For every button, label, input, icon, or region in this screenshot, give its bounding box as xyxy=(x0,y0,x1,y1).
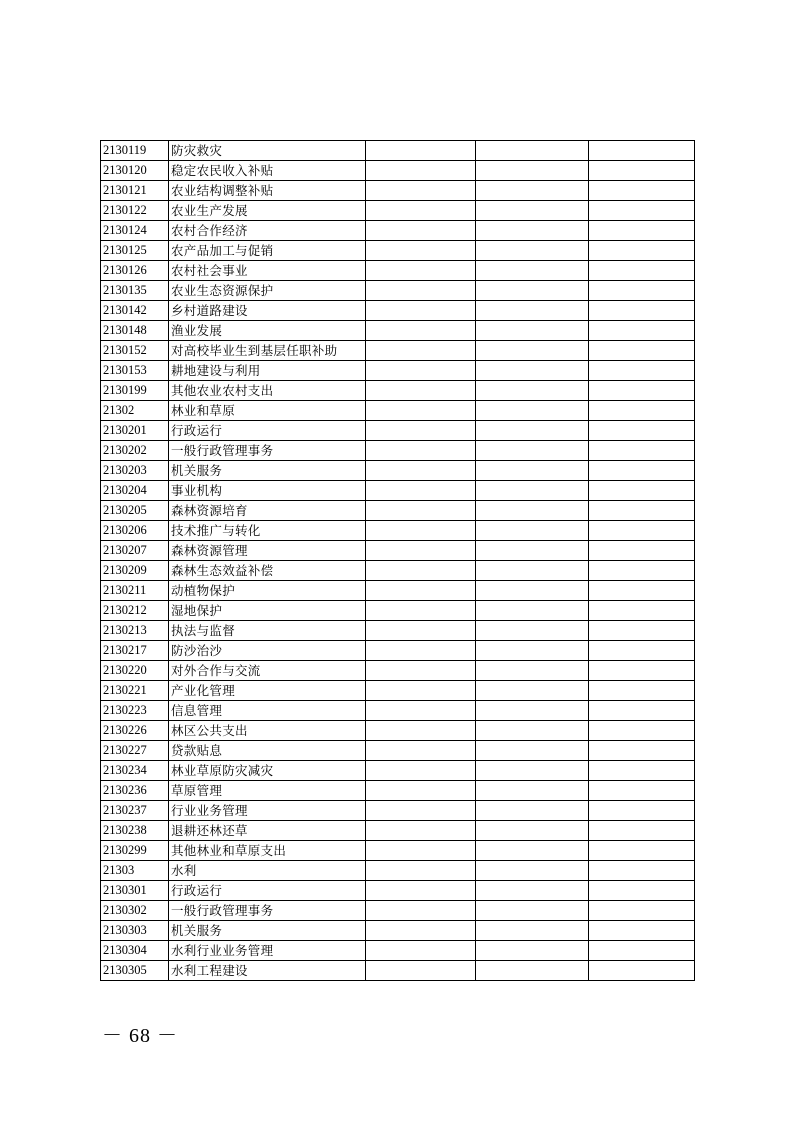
table-row xyxy=(101,581,695,601)
subject-code-cell: 2130207 xyxy=(101,541,169,561)
empty-value-cell xyxy=(589,241,695,261)
empty-value-cell xyxy=(589,621,695,641)
empty-value-cell xyxy=(476,721,589,741)
subject-code-cell: 2130304 xyxy=(101,941,169,961)
empty-value-cell xyxy=(366,921,476,941)
subject-code-cell: 2130299 xyxy=(101,841,169,861)
empty-value-cell xyxy=(366,721,476,741)
table-row xyxy=(101,561,695,581)
subject-code-cell: 2130217 xyxy=(101,641,169,661)
subject-code-cell: 2130120 xyxy=(101,161,169,181)
subject-name-cell: 林区公共支出 xyxy=(169,721,366,741)
subject-code-cell: 2130204 xyxy=(101,481,169,501)
empty-value-cell xyxy=(476,301,589,321)
subject-name-cell: 水利行业业务管理 xyxy=(169,941,366,961)
budget-subject-table xyxy=(100,140,695,981)
table-row xyxy=(101,721,695,741)
empty-value-cell xyxy=(476,861,589,881)
subject-name-cell: 农村社会事业 xyxy=(169,261,366,281)
empty-value-cell xyxy=(476,621,589,641)
table-row xyxy=(101,281,695,301)
subject-code-cell: 2130305 xyxy=(101,961,169,981)
subject-name-cell: 行业业务管理 xyxy=(169,801,366,821)
empty-value-cell xyxy=(589,801,695,821)
subject-code-cell: 2130203 xyxy=(101,461,169,481)
empty-value-cell xyxy=(589,481,695,501)
subject-code-cell: 2130220 xyxy=(101,661,169,681)
subject-name-cell: 贷款贴息 xyxy=(169,741,366,761)
subject-name-cell: 防沙治沙 xyxy=(169,641,366,661)
empty-value-cell xyxy=(366,341,476,361)
subject-name-cell: 信息管理 xyxy=(169,701,366,721)
subject-name-cell: 乡村道路建设 xyxy=(169,301,366,321)
subject-name-cell: 机关服务 xyxy=(169,921,366,941)
empty-value-cell xyxy=(366,361,476,381)
empty-value-cell xyxy=(366,741,476,761)
empty-value-cell xyxy=(366,201,476,221)
table-row xyxy=(101,321,695,341)
empty-value-cell xyxy=(589,161,695,181)
empty-value-cell xyxy=(589,701,695,721)
subject-code-cell: 2130122 xyxy=(101,201,169,221)
subject-name-cell: 森林资源培育 xyxy=(169,501,366,521)
empty-value-cell xyxy=(476,941,589,961)
subject-name-cell: 农业生态资源保护 xyxy=(169,281,366,301)
subject-code-cell: 2130213 xyxy=(101,621,169,641)
subject-code-cell: 2130202 xyxy=(101,441,169,461)
subject-code-cell: 2130125 xyxy=(101,241,169,261)
table-row xyxy=(101,901,695,921)
table-row xyxy=(101,601,695,621)
empty-value-cell xyxy=(589,761,695,781)
page-number: － 68 － xyxy=(102,1025,178,1047)
table-row xyxy=(101,761,695,781)
table-row xyxy=(101,241,695,261)
empty-value-cell xyxy=(476,521,589,541)
empty-value-cell xyxy=(366,441,476,461)
subject-code-cell: 2130148 xyxy=(101,321,169,341)
subject-code-cell: 2130226 xyxy=(101,721,169,741)
table-row xyxy=(101,841,695,861)
empty-value-cell xyxy=(589,341,695,361)
empty-value-cell xyxy=(589,861,695,881)
empty-value-cell xyxy=(589,201,695,221)
empty-value-cell xyxy=(476,961,589,981)
subject-code-cell: 2130223 xyxy=(101,701,169,721)
empty-value-cell xyxy=(476,741,589,761)
subject-code-cell: 2130227 xyxy=(101,741,169,761)
subject-name-cell: 森林资源管理 xyxy=(169,541,366,561)
table-row xyxy=(101,921,695,941)
subject-code-cell: 21303 xyxy=(101,861,169,881)
empty-value-cell xyxy=(366,501,476,521)
subject-name-cell: 农业生产发展 xyxy=(169,201,366,221)
empty-value-cell xyxy=(589,681,695,701)
empty-value-cell xyxy=(366,901,476,921)
empty-value-cell xyxy=(476,801,589,821)
empty-value-cell xyxy=(589,261,695,281)
subject-name-cell: 草原管理 xyxy=(169,781,366,801)
empty-value-cell xyxy=(366,781,476,801)
empty-value-cell xyxy=(366,281,476,301)
empty-value-cell xyxy=(366,461,476,481)
subject-name-cell: 湿地保护 xyxy=(169,601,366,621)
subject-name-cell: 水利 xyxy=(169,861,366,881)
subject-code-cell: 21302 xyxy=(101,401,169,421)
table-row xyxy=(101,141,695,161)
empty-value-cell xyxy=(366,881,476,901)
empty-value-cell xyxy=(589,561,695,581)
subject-name-cell: 行政运行 xyxy=(169,881,366,901)
empty-value-cell xyxy=(366,601,476,621)
empty-value-cell xyxy=(366,161,476,181)
empty-value-cell xyxy=(476,901,589,921)
table-body xyxy=(101,141,695,981)
subject-name-cell: 机关服务 xyxy=(169,461,366,481)
empty-value-cell xyxy=(366,181,476,201)
subject-name-cell: 对高校毕业生到基层任职补助 xyxy=(169,341,366,361)
subject-code-cell: 2130236 xyxy=(101,781,169,801)
subject-code-cell: 2130126 xyxy=(101,261,169,281)
empty-value-cell xyxy=(476,541,589,561)
empty-value-cell xyxy=(589,301,695,321)
empty-value-cell xyxy=(366,841,476,861)
empty-value-cell xyxy=(589,641,695,661)
subject-name-cell: 退耕还林还草 xyxy=(169,821,366,841)
table-row xyxy=(101,501,695,521)
empty-value-cell xyxy=(366,801,476,821)
subject-name-cell: 水利工程建设 xyxy=(169,961,366,981)
subject-name-cell: 行政运行 xyxy=(169,421,366,441)
empty-value-cell xyxy=(476,181,589,201)
empty-value-cell xyxy=(589,961,695,981)
empty-value-cell xyxy=(476,321,589,341)
empty-value-cell xyxy=(589,321,695,341)
subject-code-cell: 2130234 xyxy=(101,761,169,781)
subject-code-cell: 2130135 xyxy=(101,281,169,301)
empty-value-cell xyxy=(366,761,476,781)
subject-name-cell: 一般行政管理事务 xyxy=(169,441,366,461)
empty-value-cell xyxy=(476,281,589,301)
empty-value-cell xyxy=(366,381,476,401)
subject-code-cell: 2130199 xyxy=(101,381,169,401)
empty-value-cell xyxy=(366,701,476,721)
subject-name-cell: 农业结构调整补贴 xyxy=(169,181,366,201)
empty-value-cell xyxy=(476,201,589,221)
empty-value-cell xyxy=(476,141,589,161)
table-row xyxy=(101,401,695,421)
empty-value-cell xyxy=(366,661,476,681)
table-row xyxy=(101,621,695,641)
subject-name-cell: 对外合作与交流 xyxy=(169,661,366,681)
empty-value-cell xyxy=(589,421,695,441)
empty-value-cell xyxy=(476,881,589,901)
table-row xyxy=(101,741,695,761)
subject-name-cell: 稳定农民收入补贴 xyxy=(169,161,366,181)
subject-code-cell: 2130153 xyxy=(101,361,169,381)
empty-value-cell xyxy=(476,381,589,401)
empty-value-cell xyxy=(589,841,695,861)
table-row xyxy=(101,781,695,801)
table-row xyxy=(101,821,695,841)
empty-value-cell xyxy=(589,141,695,161)
empty-value-cell xyxy=(589,921,695,941)
empty-value-cell xyxy=(589,461,695,481)
empty-value-cell xyxy=(476,481,589,501)
empty-value-cell xyxy=(476,601,589,621)
subject-name-cell: 渔业发展 xyxy=(169,321,366,341)
subject-code-cell: 2130238 xyxy=(101,821,169,841)
table-row xyxy=(101,641,695,661)
empty-value-cell xyxy=(589,521,695,541)
table-row xyxy=(101,201,695,221)
table-row xyxy=(101,701,695,721)
table-row xyxy=(101,461,695,481)
empty-value-cell xyxy=(476,401,589,421)
empty-value-cell xyxy=(589,941,695,961)
table-row xyxy=(101,441,695,461)
table-row xyxy=(101,481,695,501)
subject-code-cell: 2130206 xyxy=(101,521,169,541)
table-row xyxy=(101,861,695,881)
empty-value-cell xyxy=(366,481,476,501)
subject-code-cell: 2130201 xyxy=(101,421,169,441)
table-row xyxy=(101,681,695,701)
empty-value-cell xyxy=(589,781,695,801)
empty-value-cell xyxy=(589,721,695,741)
table-row xyxy=(101,801,695,821)
empty-value-cell xyxy=(589,361,695,381)
table-row xyxy=(101,301,695,321)
table-row xyxy=(101,181,695,201)
empty-value-cell xyxy=(589,221,695,241)
table-row xyxy=(101,521,695,541)
empty-value-cell xyxy=(476,641,589,661)
empty-value-cell xyxy=(366,861,476,881)
empty-value-cell xyxy=(589,661,695,681)
empty-value-cell xyxy=(476,921,589,941)
empty-value-cell xyxy=(366,961,476,981)
empty-value-cell xyxy=(476,661,589,681)
empty-value-cell xyxy=(589,581,695,601)
empty-value-cell xyxy=(589,821,695,841)
empty-value-cell xyxy=(476,501,589,521)
empty-value-cell xyxy=(366,261,476,281)
empty-value-cell xyxy=(589,181,695,201)
empty-value-cell xyxy=(589,881,695,901)
subject-name-cell: 林业草原防灾减灾 xyxy=(169,761,366,781)
subject-name-cell: 一般行政管理事务 xyxy=(169,901,366,921)
empty-value-cell xyxy=(589,381,695,401)
empty-value-cell xyxy=(476,761,589,781)
empty-value-cell xyxy=(366,581,476,601)
table-row xyxy=(101,361,695,381)
table-row xyxy=(101,541,695,561)
empty-value-cell xyxy=(366,401,476,421)
table-row xyxy=(101,661,695,681)
empty-value-cell xyxy=(366,421,476,441)
subject-code-cell: 2130237 xyxy=(101,801,169,821)
subject-code-cell: 2130212 xyxy=(101,601,169,621)
empty-value-cell xyxy=(476,241,589,261)
empty-value-cell xyxy=(366,941,476,961)
table-row xyxy=(101,341,695,361)
empty-value-cell xyxy=(589,501,695,521)
empty-value-cell xyxy=(476,821,589,841)
empty-value-cell xyxy=(589,541,695,561)
subject-name-cell: 动植物保护 xyxy=(169,581,366,601)
table-row xyxy=(101,961,695,981)
empty-value-cell xyxy=(476,681,589,701)
empty-value-cell xyxy=(476,841,589,861)
empty-value-cell xyxy=(476,341,589,361)
empty-value-cell xyxy=(589,401,695,421)
empty-value-cell xyxy=(476,361,589,381)
subject-name-cell: 农产品加工与促销 xyxy=(169,241,366,261)
empty-value-cell xyxy=(366,621,476,641)
empty-value-cell xyxy=(366,221,476,241)
empty-value-cell xyxy=(589,741,695,761)
subject-code-cell: 2130142 xyxy=(101,301,169,321)
empty-value-cell xyxy=(476,221,589,241)
empty-value-cell xyxy=(366,641,476,661)
subject-code-cell: 2130302 xyxy=(101,901,169,921)
subject-code-cell: 2130119 xyxy=(101,141,169,161)
empty-value-cell xyxy=(476,581,589,601)
subject-code-cell: 2130152 xyxy=(101,341,169,361)
empty-value-cell xyxy=(366,301,476,321)
subject-name-cell: 技术推广与转化 xyxy=(169,521,366,541)
subject-name-cell: 其他林业和草原支出 xyxy=(169,841,366,861)
empty-value-cell xyxy=(589,601,695,621)
empty-value-cell xyxy=(366,821,476,841)
subject-code-cell: 2130121 xyxy=(101,181,169,201)
table-row xyxy=(101,261,695,281)
subject-name-cell: 事业机构 xyxy=(169,481,366,501)
subject-name-cell: 其他农业农村支出 xyxy=(169,381,366,401)
subject-name-cell: 防灾救灾 xyxy=(169,141,366,161)
subject-code-cell: 2130124 xyxy=(101,221,169,241)
empty-value-cell xyxy=(366,241,476,261)
table-row xyxy=(101,421,695,441)
subject-code-cell: 2130221 xyxy=(101,681,169,701)
empty-value-cell xyxy=(476,261,589,281)
table-row xyxy=(101,881,695,901)
empty-value-cell xyxy=(366,521,476,541)
empty-value-cell xyxy=(476,561,589,581)
table-row xyxy=(101,221,695,241)
empty-value-cell xyxy=(476,441,589,461)
empty-value-cell xyxy=(589,281,695,301)
subject-name-cell: 森林生态效益补偿 xyxy=(169,561,366,581)
subject-name-cell: 执法与监督 xyxy=(169,621,366,641)
subject-code-cell: 2130303 xyxy=(101,921,169,941)
subject-code-cell: 2130205 xyxy=(101,501,169,521)
subject-name-cell: 产业化管理 xyxy=(169,681,366,701)
subject-name-cell: 林业和草原 xyxy=(169,401,366,421)
subject-code-cell: 2130209 xyxy=(101,561,169,581)
subject-code-cell: 2130301 xyxy=(101,881,169,901)
empty-value-cell xyxy=(366,141,476,161)
empty-value-cell xyxy=(366,561,476,581)
empty-value-cell xyxy=(476,781,589,801)
empty-value-cell xyxy=(589,441,695,461)
empty-value-cell xyxy=(476,701,589,721)
subject-name-cell: 农村合作经济 xyxy=(169,221,366,241)
empty-value-cell xyxy=(476,161,589,181)
empty-value-cell xyxy=(366,541,476,561)
table-row xyxy=(101,161,695,181)
table-row xyxy=(101,941,695,961)
subject-name-cell: 耕地建设与利用 xyxy=(169,361,366,381)
table-row xyxy=(101,381,695,401)
empty-value-cell xyxy=(589,901,695,921)
empty-value-cell xyxy=(476,461,589,481)
subject-code-cell: 2130211 xyxy=(101,581,169,601)
empty-value-cell xyxy=(366,321,476,341)
empty-value-cell xyxy=(366,681,476,701)
empty-value-cell xyxy=(476,421,589,441)
